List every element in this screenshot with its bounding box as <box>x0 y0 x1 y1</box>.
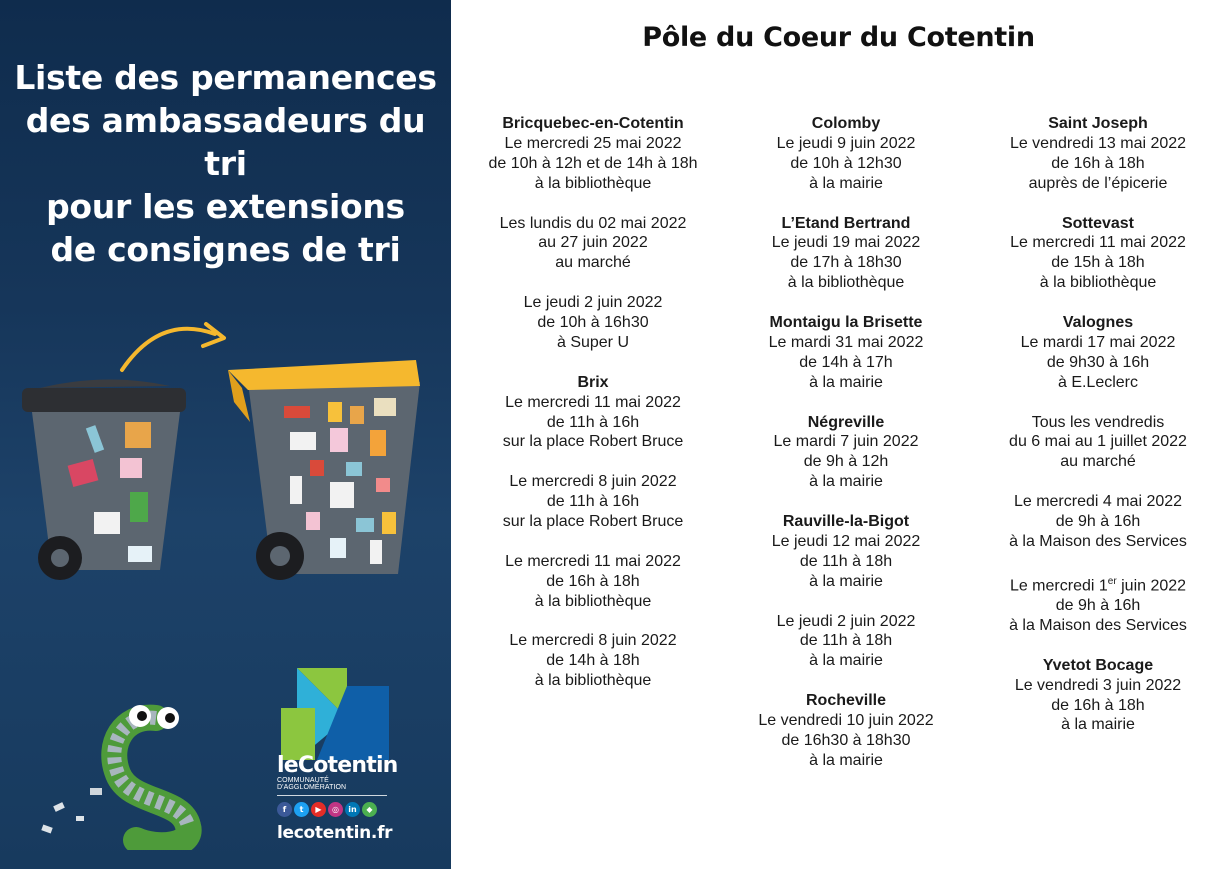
town-name: Négreville <box>807 413 885 431</box>
schedule-location: à la bibliothèque <box>534 672 652 690</box>
logo-subtitle: COMMUNAUTÉ D'AGGLOMÉRATION <box>277 777 347 791</box>
schedule-entry <box>478 472 708 532</box>
schedule-location: à la bibliothèque <box>787 274 905 292</box>
headline-line: de consignes de tri <box>50 230 401 269</box>
grey-bin-icon <box>22 379 186 580</box>
lecotentin-logo <box>277 668 398 843</box>
schedule-entry <box>478 631 708 691</box>
schedule-hours: de 9h à 16h <box>1055 597 1141 614</box>
mascot-illustration <box>36 700 226 850</box>
schedule-date: Le jeudi 2 juin 2022 <box>776 612 916 630</box>
schedule-hours: du 6 mai au 1 juillet 2022 <box>1009 433 1187 451</box>
schedule-entry <box>983 214 1213 294</box>
schedule-entry <box>478 114 708 194</box>
schedule-location: à la bibliothèque <box>1039 274 1157 292</box>
schedule-location: à la Maison des Services <box>1009 532 1187 550</box>
schedule-location: à la mairie <box>809 373 883 391</box>
schedule-date: Le mercredi 8 juin 2022 <box>509 632 677 650</box>
schedule-column <box>983 114 1213 755</box>
schedule-hours: de 17h à 18h30 <box>790 254 902 272</box>
website-link[interactable]: lecotentin.fr <box>277 823 393 843</box>
schedule-date: Le mercredi 11 mai 2022 <box>505 552 681 570</box>
youtube-icon[interactable]: ▶ <box>311 802 326 817</box>
schedule-hours: de 9h à 12h <box>803 453 889 471</box>
headline-line: des ambassadeurs du tri <box>25 101 426 183</box>
schedule-location: à la mairie <box>809 751 883 769</box>
schedule-entry <box>983 492 1213 552</box>
schedule-hours: de 11h à 18h <box>799 552 893 570</box>
schedule-location: à E.Leclerc <box>1057 373 1139 391</box>
town-name: Yvetot Bocage <box>1042 656 1154 674</box>
schedule-entry <box>478 373 708 453</box>
schedule-date: Le vendredi 3 juin 2022 <box>1014 676 1182 694</box>
schedule-hours: de 16h à 18h <box>546 572 640 590</box>
schedule-hours: de 9h à 16h <box>1055 513 1141 531</box>
schedule-column <box>478 114 708 711</box>
schedule-date: Le mercredi 4 mai 2022 <box>1013 493 1183 511</box>
town-name: L’Etand Bertrand <box>781 214 911 232</box>
schedule-hours: de 10h à 12h et de 14h à 18h <box>488 154 698 172</box>
social-icons <box>277 802 395 817</box>
bins-illustration <box>10 312 440 592</box>
schedule-location: à la mairie <box>809 473 883 491</box>
schedule-date: Le mardi 7 juin 2022 <box>773 433 919 451</box>
town-name: Saint Joseph <box>1048 115 1148 132</box>
schedule-location: à la bibliothèque <box>534 174 652 192</box>
schedule-hours: de 11h à 18h <box>799 632 893 650</box>
schedule-date: Le vendredi 13 mai 2022 <box>1009 134 1187 152</box>
schedule-hours: de 16h30 à 18h30 <box>781 732 911 749</box>
headline-line: Liste des permanences <box>14 58 437 97</box>
schedule-entry <box>731 612 961 672</box>
schedule-date: Les lundis du 02 mai 2022 <box>499 214 687 232</box>
left-panel <box>0 0 451 869</box>
schedule-location: à la mairie <box>809 652 883 670</box>
headline-line: pour les extensions <box>46 187 405 226</box>
schedule-entry <box>731 512 961 592</box>
arrow-icon <box>122 329 215 370</box>
schedule-hours: de 16h à 18h <box>1051 154 1145 172</box>
schedule-entry <box>731 313 961 393</box>
schedule-hours: de 11h à 16h <box>546 413 640 431</box>
schedule-location: au marché <box>1060 453 1136 471</box>
town-name: Montaigu la Brisette <box>769 314 923 332</box>
schedule-date: Le mardi 17 mai 2022 <box>1020 333 1176 351</box>
schedule-date: Le mercredi 11 mai 2022 <box>505 393 681 411</box>
schedule-entry <box>983 572 1213 636</box>
page-title: Pôle du Coeur du Cotentin <box>642 22 1035 53</box>
schedule-location: à la mairie <box>1061 716 1135 734</box>
schedule-location: à la Maison des Services <box>1009 616 1187 634</box>
schedule-entry <box>731 214 961 294</box>
schedule-date: Le jeudi 12 mai 2022 <box>771 532 921 550</box>
app-icon[interactable]: ◆ <box>362 802 377 817</box>
schedule-location: au marché <box>555 254 631 272</box>
schedule-date: Le mercredi 8 juin 2022 <box>509 473 677 491</box>
headline <box>0 56 451 271</box>
town-name: Sottevast <box>1061 214 1135 232</box>
schedule-entry <box>731 114 961 194</box>
schedule-location: auprès de l’épicerie <box>1028 174 1168 192</box>
schedule-location: sur la place Robert Bruce <box>502 433 684 451</box>
schedule-entry <box>983 114 1213 194</box>
schedule-hours: de 11h à 16h <box>546 493 640 511</box>
yellow-bin-icon <box>228 360 420 580</box>
logo-name: leCotentin <box>277 753 398 778</box>
twitter-icon[interactable]: t <box>294 802 309 817</box>
schedule-date: Le mardi 31 mai 2022 <box>768 333 924 351</box>
town-name: Rauville-la-Bigot <box>782 513 910 531</box>
schedule-date: Le mercredi 11 mai 2022 <box>1010 234 1186 252</box>
town-name: Bricquebec-en-Cotentin <box>502 115 684 132</box>
schedule-location: sur la place Robert Bruce <box>502 513 684 531</box>
lecotentin-logo-mark-icon <box>277 668 389 760</box>
schedule-hours: de 14h à 18h <box>546 652 640 670</box>
schedule-entry <box>983 413 1213 473</box>
schedule-location: à Super U <box>556 333 630 351</box>
schedule-location: à la mairie <box>809 572 883 590</box>
logo-divider <box>277 795 387 796</box>
schedule-date: Le mercredi 1er juin 2022 <box>1009 575 1187 595</box>
schedule-hours: de 9h30 à 16h <box>1046 353 1150 371</box>
schedule-location: à la bibliothèque <box>534 592 652 610</box>
schedule-entry <box>478 214 708 274</box>
schedule-hours: de 14h à 17h <box>799 353 893 371</box>
schedule-hours: de 10h à 16h30 <box>537 314 649 332</box>
schedule-date: Le vendredi 10 juin 2022 <box>758 712 934 730</box>
town-name: Rocheville <box>805 692 887 710</box>
schedule-date: Le mercredi 25 mai 2022 <box>504 134 682 152</box>
facebook-icon[interactable]: f <box>277 802 292 817</box>
town-name: Colomby <box>811 115 881 132</box>
schedule-entry <box>478 552 708 612</box>
schedule-date: Le jeudi 2 juin 2022 <box>523 294 663 312</box>
schedule-entry <box>478 293 708 353</box>
town-name: Brix <box>577 373 609 391</box>
town-name: Valognes <box>1062 314 1134 332</box>
schedule-hours: au 27 juin 2022 <box>538 234 648 252</box>
schedule-hours: de 15h à 18h <box>1051 254 1145 272</box>
schedule-hours: de 10h à 12h30 <box>790 154 902 172</box>
linkedin-icon[interactable]: in <box>345 802 360 817</box>
schedule-location: à la mairie <box>809 174 883 192</box>
schedule-hours: de 16h à 18h <box>1051 696 1145 714</box>
schedule-entry <box>983 313 1213 393</box>
schedule-entry <box>731 691 961 771</box>
instagram-icon[interactable]: ◎ <box>328 802 343 817</box>
schedule-column <box>731 114 961 791</box>
schedule-entry <box>983 656 1213 736</box>
schedule-date: Le jeudi 19 mai 2022 <box>771 234 921 252</box>
schedule-entry <box>731 413 961 493</box>
schedule-date: Tous les vendredis <box>1031 413 1165 431</box>
schedule-date: Le jeudi 9 juin 2022 <box>776 134 916 152</box>
